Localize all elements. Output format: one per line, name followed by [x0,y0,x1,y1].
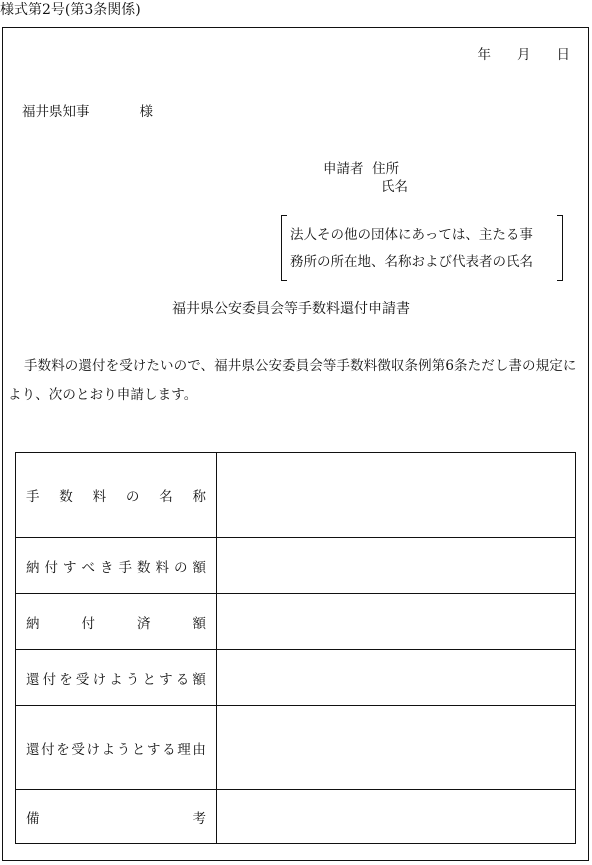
fee-due-field[interactable] [217,538,575,593]
table-row [16,453,575,537]
remarks-label: 備 考 [26,810,206,827]
table-row [16,705,575,789]
date-day: 日 [556,47,570,63]
corporation-note [281,215,563,281]
row-label-cell [16,453,217,537]
refund-amount-label: 還 付 を 受 け よ う と す る 額 [26,671,206,688]
refund-amount-field[interactable] [217,650,575,705]
paid-amount-field[interactable] [217,594,575,649]
row-label-cell [16,538,217,593]
row-label-cell [16,594,217,649]
form-number-label: 様式第2号(第3条関係) [0,2,141,18]
date-year: 年 [477,47,491,63]
applicant-label: 申請者 [323,161,364,177]
application-table [15,452,576,844]
body-paragraph: 手数料の還付を受けたいので、福井県公安委員会等手数料徴収条例第6条ただし書の規定により、次のとおり申請します。 [8,358,577,403]
table-row [16,649,575,705]
document-title: 福井県公安委員会等手数料還付申請書 [172,301,410,317]
right-bracket [557,215,563,281]
fee-name-label: 手 数 料 の 名 称 [26,489,206,505]
row-label-cell [16,706,217,789]
address-label: 住所 [372,161,400,177]
table-row [16,593,575,649]
remarks-field[interactable] [217,790,575,843]
addressee [22,106,153,120]
note-line-1: 法人その他の団体にあっては、主たる事 [290,227,533,243]
date-line [478,49,571,63]
date-month: 月 [517,47,531,63]
name-label: 氏名 [381,179,408,195]
left-bracket [281,215,287,281]
note-line-2: 務所の所在地、名称および代表者の氏名 [290,254,533,270]
paid-amount-label: 納 付 済 額 [26,615,206,632]
row-label-cell [16,790,217,843]
addressee-honorific: 様 [139,104,153,120]
fee-name-field[interactable] [217,453,575,537]
refund-reason-label: 還 付 を 受 け よ う と す る 理 由 [26,741,206,758]
table-row [16,537,575,593]
refund-reason-field[interactable] [217,706,575,789]
table-row [16,789,575,843]
addressee-name: 福井県知事 [22,104,90,120]
applicant-address-line [323,163,399,177]
row-label-cell [16,650,217,705]
fee-due-label: 納 付 す べ き 手 数 料 の 額 [26,559,206,576]
